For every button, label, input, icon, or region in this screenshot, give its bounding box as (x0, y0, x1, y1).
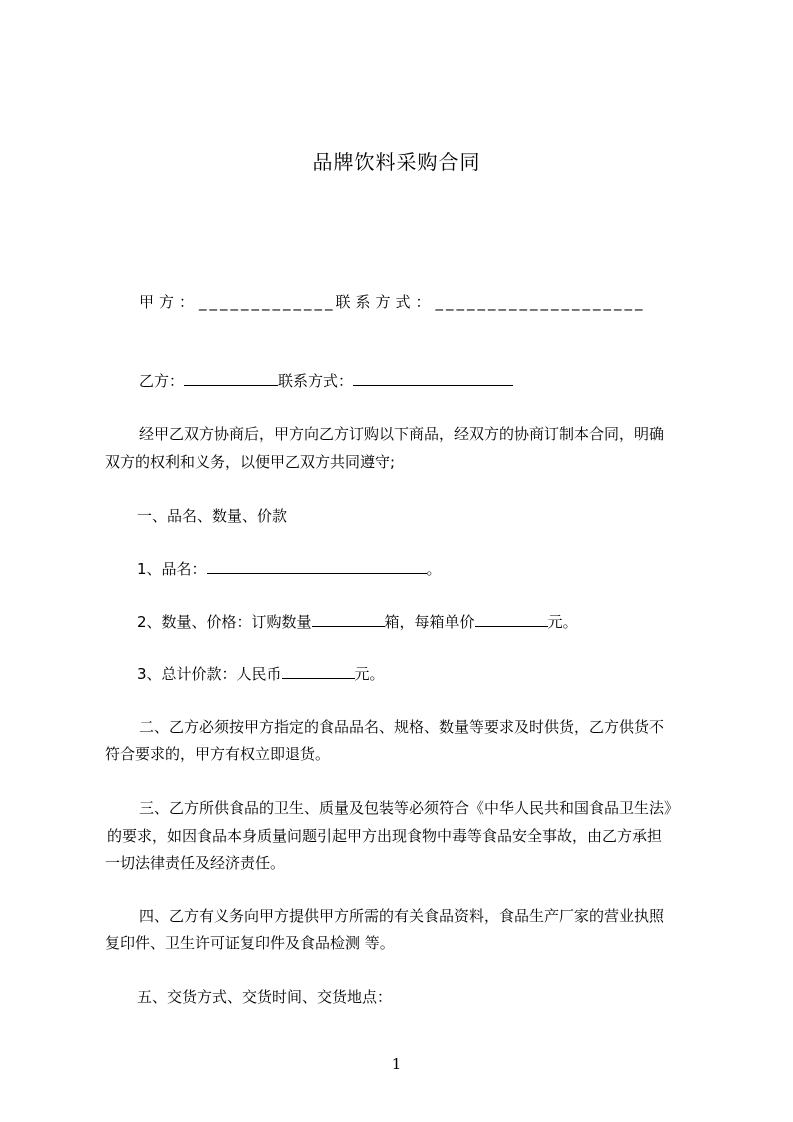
party-a-label: 甲方： (139, 293, 200, 311)
party-a-blank: _____________ (199, 293, 336, 311)
section-5-heading: 五、交货方式、交货时间、交货地点： (137, 988, 393, 1006)
item-3-line (137, 662, 385, 686)
party-b-label: 乙方： (139, 372, 185, 390)
item-1-blank (207, 557, 427, 574)
intro-line-2: 双方的权利和义务，以便甲乙双方共同遵守; (105, 453, 396, 471)
item-1-label: 1、品名： (137, 560, 207, 578)
party-b-contact-blank (353, 369, 513, 386)
section-4-line-1: 四、乙方有义务向甲方提供甲方所需的有关食品资料，食品生产厂家的营业执照 (139, 907, 665, 925)
intro-line-1: 经甲乙双方协商后，甲方向乙方订购以下商品，经双方的协商订制本合同，明确 (139, 425, 665, 443)
item-1-line (137, 557, 442, 581)
party-a-line (139, 290, 646, 314)
item-2-line (137, 610, 578, 634)
section-4-line-2: 复印件、卫生许可证复印件及食品检测 等。 (105, 934, 395, 952)
item-2-label: 2、数量、价格：订购数量 (137, 613, 312, 631)
item-3-end: 元。 (354, 665, 385, 683)
section-1-heading: 一、品名、数量、价款 (137, 507, 288, 525)
section-3-line-3: 一切法律责任及经济责任。 (105, 854, 286, 872)
party-b-line (139, 369, 513, 393)
item-3-label: 3、总计价款：人民币 (137, 665, 282, 683)
document-title: 品牌饮料采购合同 (312, 150, 481, 174)
item-3-total-blank (282, 662, 355, 679)
section-2-line-2: 符合要求的，甲方有权立即退货。 (105, 745, 331, 763)
party-a-contact-blank: ____________________ (435, 293, 646, 311)
party-a-contact-label: 联系方式： (335, 293, 436, 311)
section-2-line-1: 二、乙方必须按甲方指定的食品品名、规格、数量等要求及时供货，乙方供货不 (139, 718, 665, 736)
section-3-line-1: 三、乙方所供食品的卫生、质量及包装等必须符合《中华人民共和国食品卫生法》 (139, 799, 680, 817)
party-b-blank (184, 369, 278, 386)
item-2-price-blank (475, 610, 548, 627)
party-b-contact-label: 联系方式： (278, 372, 354, 390)
section-3-line-2: 的要求，如因食品本身质量问题引起甲方出现食物中毒等食品安全事故，由乙方承担 (107, 827, 663, 845)
item-1-end: 。 (426, 560, 442, 578)
item-2-mid: 箱，每箱单价 (384, 613, 475, 631)
item-2-quantity-blank (312, 610, 385, 627)
item-2-end: 元。 (547, 613, 578, 631)
page-number: 1 (391, 1055, 402, 1073)
